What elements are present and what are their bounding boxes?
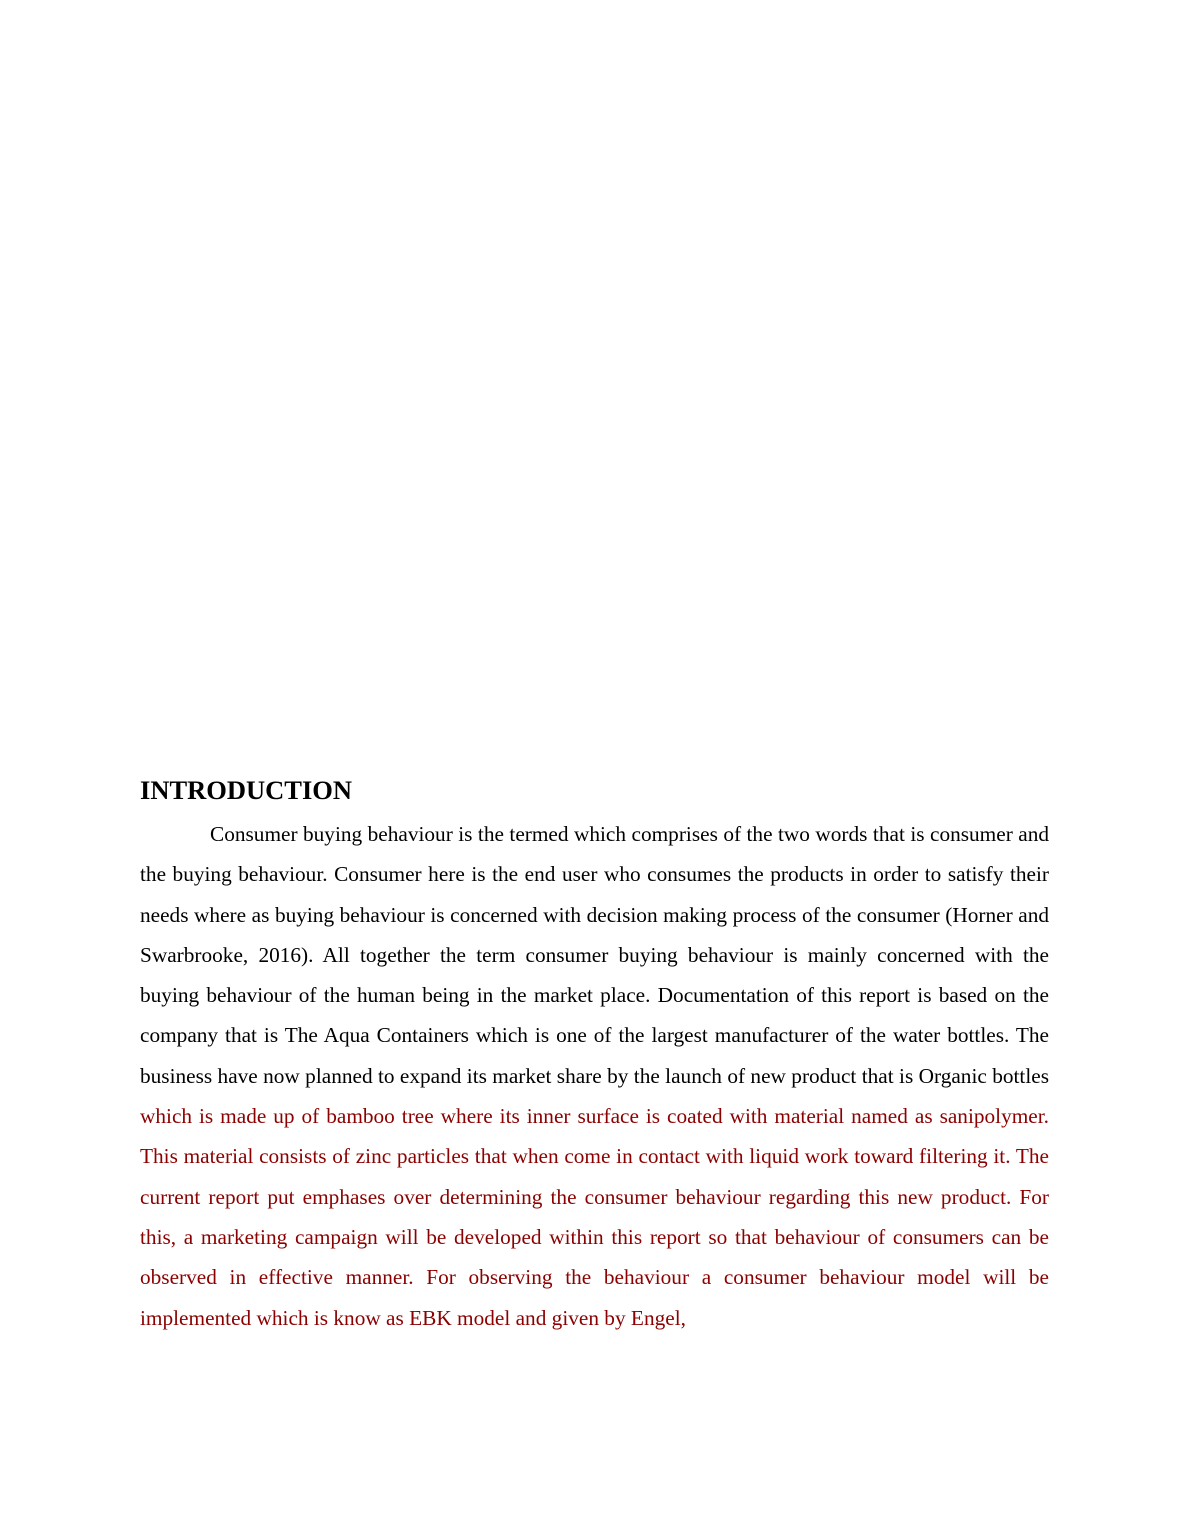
- section-heading: INTRODUCTION: [140, 775, 353, 805]
- document-body: [140, 772, 1049, 1338]
- paragraph-text-red: which is made up of bamboo tree where its inner surface is coated with material named as sanipolymer. This material consists of zinc particles that when come in contact with liquid work toward filtering it. The current report put emphases over determining the consumer behaviour regarding this new product. For this, a marketing campaign will be developed within this report so that behaviour of consumers can be observed in effective manner. For observing the behaviour a consumer behaviour model will be implemented which is know as EBK model and given by Engel,: [140, 1104, 1049, 1330]
- paragraph-text-black: Consumer buying behaviour is the termed which comprises of the two words that is consumer and the buying behaviour. Consumer here is the end user who consumes the products in order to satisfy their needs where as buying behaviour is concerned with decision making process of the consumer (Horner and Swarbrooke, 2016). All together the term consumer buying behaviour is mainly concerned with the buying behaviour of the human being in the market place. Documentation of this report is based on the company that is The Aqua Containers which is one of the largest manufacturer of the water bottles. The business have now planned to expand its market share by the launch of new product that is Organic bottles: [140, 822, 1049, 1088]
- introduction-paragraph: [140, 814, 1049, 1338]
